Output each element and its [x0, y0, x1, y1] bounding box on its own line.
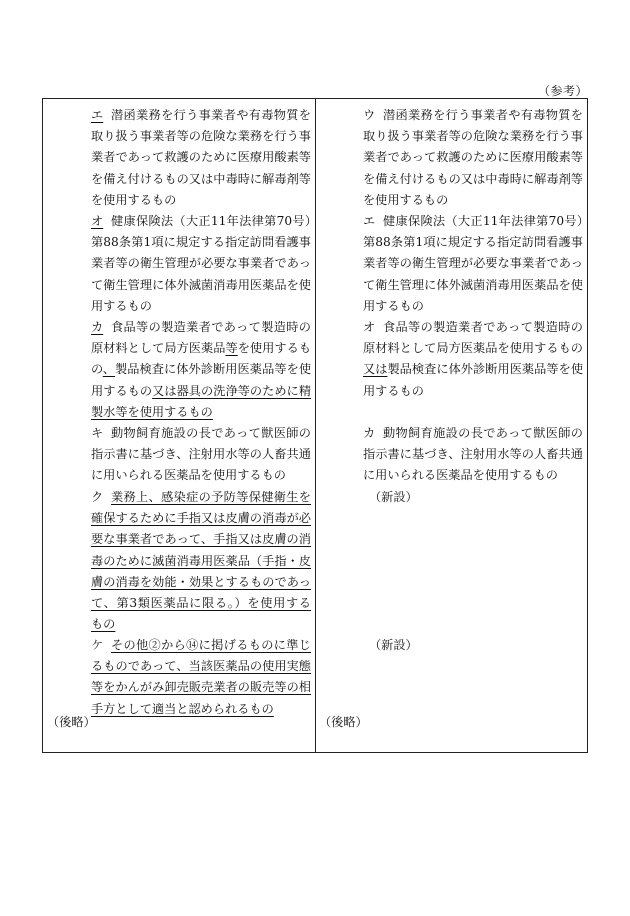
item-mark: オ: [363, 320, 376, 334]
item-text: 食品等の製造業者であって製造時の原材料として局方医薬品を使用するもの又は製品検査に体外診断用医薬品等を使用するもの: [363, 320, 584, 398]
list-item: [323, 211, 585, 317]
current-column: [323, 105, 585, 656]
list-item: [51, 211, 313, 317]
revised-column: [51, 105, 313, 720]
list-item: [51, 105, 313, 211]
item-mark: カ: [363, 426, 376, 440]
item-mark: エ: [363, 214, 376, 228]
item-mark: エ: [91, 108, 104, 122]
item-text: その他②から⑭に掲げるものに準じるものであって、当該医薬品の使用実態等をかんがみ卸売販売業者の販売等の相手方として適当と認められるもの: [91, 638, 311, 716]
item-text: 業務上、感染症の予防等保健衛生を確保するために手指又は皮膚の消毒が必要な事業者であって、手指又は皮膚の消毒のために滅菌消毒用医薬品（手指・皮膚の消毒を効能・効果とするものであって、第3類医薬品に限る。）を使用するもの: [91, 490, 311, 632]
new-provision-label: （新設）: [369, 638, 418, 652]
omitted-note-right: （後略）: [319, 715, 368, 729]
item-mark: ク: [91, 490, 104, 504]
column-divider: [315, 99, 316, 752]
item-mark: カ: [91, 320, 104, 334]
item-mark: キ: [91, 426, 104, 440]
item-text: 動物飼育施設の長であって獣医師の指示書に基づき、注射用水等の人畜共通に用いられる医薬品を使用するもの: [91, 426, 311, 483]
item-text: 潜函業務を行う事業者や有毒物質を取り扱う事業者等の危険な業務を行う事業者であって救護のために医療用酸素等を備え付けるもの又は中毒時に解毒剤等を使用するもの: [91, 108, 311, 207]
item-mark: オ: [91, 214, 104, 228]
list-item: [51, 487, 313, 635]
list-item: [323, 423, 585, 487]
item-mark: ウ: [363, 108, 376, 122]
item-text: 健康保険法（大正11年法律第70号）第88条第1項に規定する指定訪問看護事業者等の衛生管理が必要な事業者であって衛生管理に体外滅菌消毒用医薬品を使用するもの: [363, 214, 583, 313]
item-text: 潜函業務を行う事業者や有毒物質を取り扱う事業者等の危険な業務を行う事業者であって救護のために医療用酸素等を備え付けるもの又は中毒時に解毒剤等を使用するもの: [363, 108, 583, 207]
list-item: [51, 635, 313, 720]
list-item: [51, 317, 313, 423]
list-item: [51, 423, 313, 487]
item-text: 食品等の製造業者であって製造時の原材料として局方医薬品等を使用するもの、製品検査に体外診断用医薬品等を使用するもの又は器具の洗浄等のために精製水等を使用するもの: [91, 320, 312, 419]
item-text: 健康保険法（大正11年法律第70号）第88条第1項に規定する指定訪問看護事業者等の衛生管理が必要な事業者であって衛生管理に体外滅菌消毒用医薬品を使用するもの: [91, 214, 311, 313]
comparison-table: [42, 98, 588, 753]
reference-label: （参考）: [537, 84, 588, 98]
item-text: 動物飼育施設の長であって獣医師の指示書に基づき、注射用水等の人畜共通に用いられる医薬品を使用するもの: [363, 426, 583, 483]
new-provision-label: （新設）: [369, 490, 418, 504]
item-mark: ケ: [91, 638, 104, 652]
list-item: [323, 105, 585, 211]
list-item: [323, 317, 585, 423]
omitted-note-left: （後略）: [47, 715, 96, 729]
